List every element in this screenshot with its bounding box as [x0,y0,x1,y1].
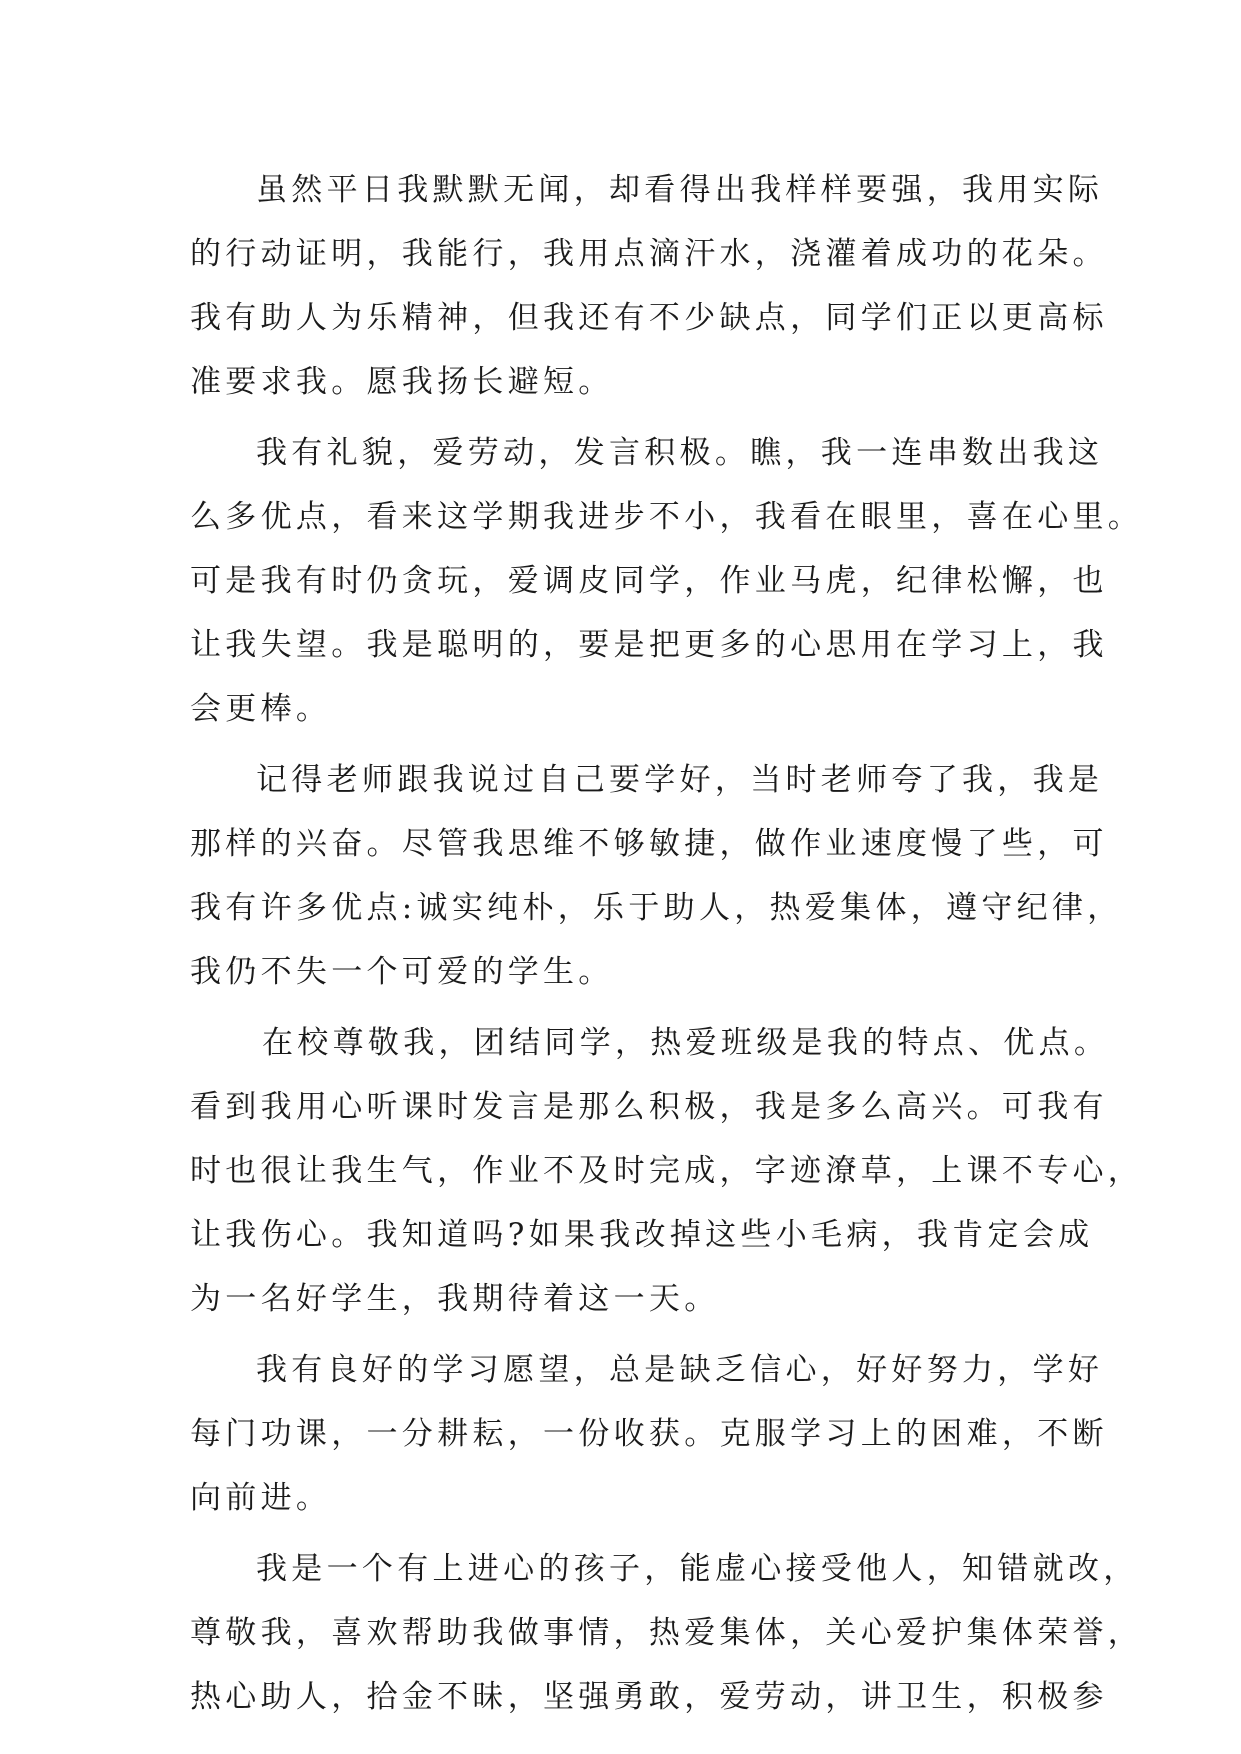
text-line: 每门功课，一分耕耘，一份收获。克服学习上的困难，不断 [190,1416,1108,1452]
text-line: 么多优点，看来这学期我进步不小，我看在眼里，喜在心里。 [190,499,1144,535]
text-line: 向前进。 [190,1480,332,1516]
text-line: 虽然平日我默默无闻，却看得出我样样要强，我用实际 [256,172,1104,208]
text-line: 尊敬我，喜欢帮助我做事情，热爱集体，关心爱护集体荣誉， [190,1615,1144,1651]
text-line: 我仍不失一个可爱的学生。 [190,954,614,990]
text-line: 那样的兴奋。尽管我思维不够敏捷，做作业速度慢了些，可 [190,826,1108,862]
text-line: 准要求我。愿我扬长避短。 [190,364,614,400]
text-line: 我是一个有上进心的孩子，能虚心接受他人，知错就改， [256,1551,1139,1587]
text-line: 可是我有时仍贪玩，爱调皮同学，作业马虎，纪律松懈，也 [190,563,1108,599]
document-body [190,158,1144,1736]
text-line: 我有良好的学习愿望，总是缺乏信心，好好努力，学好 [256,1352,1104,1388]
text-line: 看到我用心听课时发言是那么积极，我是多么高兴。可我有 [190,1089,1108,1125]
text-line: 让我失望。我是聪明的，要是把更多的心思用在学习上，我 [190,627,1108,663]
text-line: 记得老师跟我说过自己要学好，当时老师夸了我，我是 [256,762,1104,798]
text-line: 的行动证明，我能行，我用点滴汗水，浇灌着成功的花朵。 [190,236,1108,272]
text-line: 让我伤心。我知道吗?如果我改掉这些小毛病，我肯定会成 [190,1217,1094,1253]
text-line: 我有助人为乐精神，但我还有不少缺点，同学们正以更高标 [190,300,1108,336]
paragraph-6 [190,1537,1144,1729]
paragraph-3 [190,748,1123,1004]
text-line: 热心助人，拾金不昧，坚强勇敢，爱劳动，讲卫生，积极参 [190,1679,1108,1715]
text-line: 时也很让我生气，作业不及时完成，字迹潦草，上课不专心， [190,1153,1144,1189]
paragraph-1 [190,158,1108,414]
text-line: 我有许多优点:诚实纯朴，乐于助人，热爱集体，遵守纪律， [190,890,1123,926]
text-line: 我有礼貌，爱劳动，发言积极。瞧，我一连串数出我这 [256,435,1104,471]
text-line: 会更棒。 [190,691,332,727]
paragraph-5 [190,1338,1108,1530]
text-line: 为一名好学生，我期待着这一天。 [190,1281,720,1317]
paragraph-2 [190,421,1144,741]
paragraph-4 [190,1011,1144,1331]
text-line: 在校尊敬我，团结同学，热爱班级是我的特点、优点。 [262,1025,1110,1061]
